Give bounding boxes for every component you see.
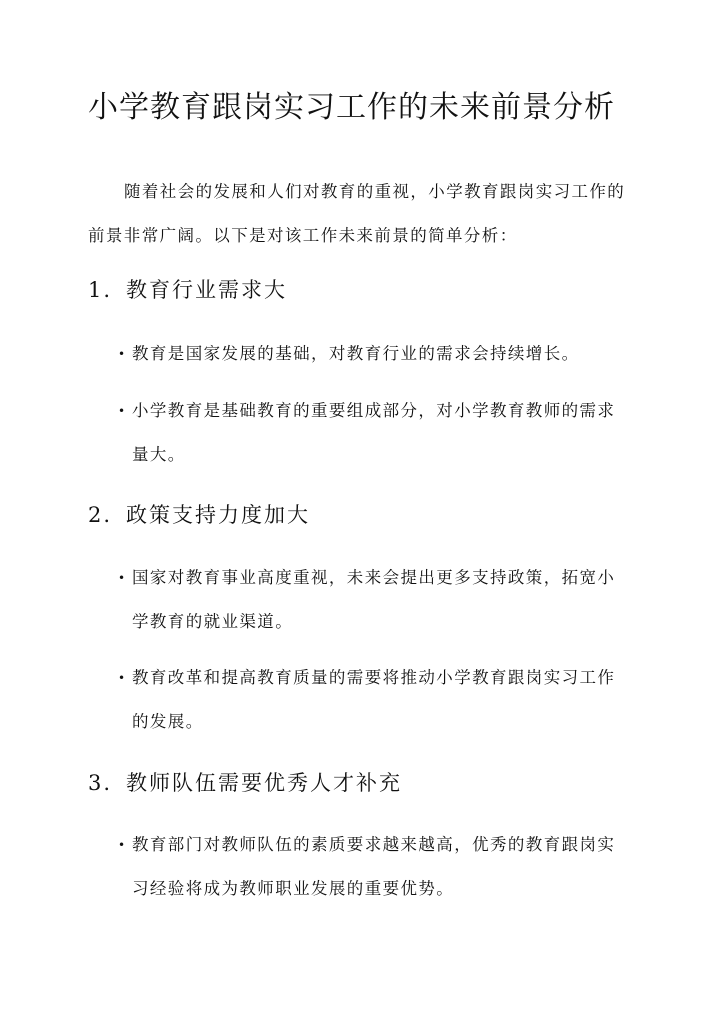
list-item <box>100 332 620 376</box>
list-item-text: 小学教育是基础教育的重要组成部分，对小学教育教师的需求量大。 <box>132 401 616 464</box>
bullet-icon: • <box>118 571 127 585</box>
list-item-text: 国家对教育事业高度重视，未来会提出更多支持政策，拓宽小学教育的就业渠道。 <box>132 568 616 631</box>
section-number: 2. <box>88 503 113 527</box>
bullet-icon: • <box>118 838 127 852</box>
list-item-text: 教育是国家发展的基础，对教育行业的需求会持续增长。 <box>132 344 580 363</box>
section-number: 1. <box>88 278 113 302</box>
section-heading-2 <box>88 499 310 529</box>
section-heading-text: 教师队伍需要优秀人才补充 <box>126 771 402 795</box>
bullet-icon: • <box>118 404 127 418</box>
list-item-text: 教育改革和提高教育质量的需要将推动小学教育跟岗实习工作的发展。 <box>132 668 616 731</box>
list-item-text: 教育部门对教师队伍的素质要求越来越高，优秀的教育跟岗实习经验将成为教师职业发展的重要优势。 <box>132 835 616 898</box>
list-item <box>100 823 620 911</box>
section-heading-text: 教育行业需求大 <box>126 278 287 302</box>
section-heading-1 <box>88 274 287 304</box>
page-title: 小学教育跟岗实习工作的未来前景分析 <box>88 90 615 125</box>
intro-paragraph: 随着社会的发展和人们对教育的重视，小学教育跟岗实习工作的前景非常广阔。以下是对该工作未来前景的简单分析： <box>88 182 626 245</box>
section-number: 3. <box>88 771 113 795</box>
bullet-icon: • <box>118 671 127 685</box>
list-item <box>100 656 620 744</box>
bullet-icon: • <box>118 347 127 361</box>
section-heading-3 <box>88 767 402 797</box>
list-item <box>100 389 620 477</box>
section-heading-text: 政策支持力度加大 <box>126 503 310 527</box>
list-item <box>100 556 620 644</box>
